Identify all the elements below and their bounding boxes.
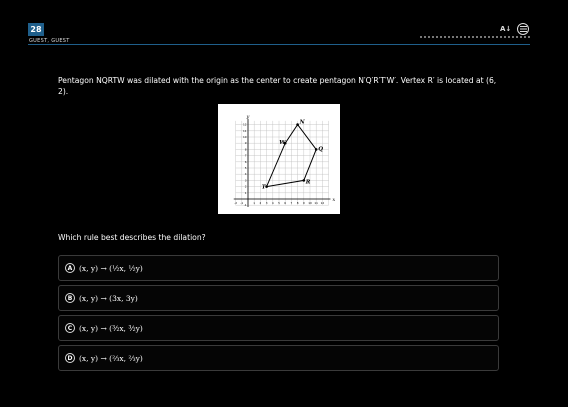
text-size-tool[interactable]: A↓ [500,25,512,33]
vertex-label: R [305,179,311,186]
y-tick-label: 5 [244,166,247,170]
option-a-bubble: A [65,263,75,273]
x-axis-label: x [332,197,336,203]
option-d[interactable] [58,345,499,371]
header-divider [28,44,530,45]
x-tick-label: -1 [240,201,244,205]
x-tick-label: 11 [314,201,318,205]
y-tick-label: 1 [244,190,247,195]
vertex-point [296,123,299,126]
question-number-badge: 28 [28,23,44,36]
x-tick-label: 3 [265,201,268,205]
option-c-text: (x, y) → (³⁄₂x, ³⁄₂y) [79,323,143,333]
option-d-text: (x, y) → (⅔x, ⅔y) [79,353,143,363]
x-tick-label: 4 [271,201,274,205]
x-tick-label: 8 [296,201,299,205]
y-tick-label: 10 [242,135,247,139]
menu-circle-icon[interactable] [517,23,529,35]
question-stem: Pentagon NQRTW was dilated with the origin as the center to create pentagon N′Q′R′T′W′. Vertex R′ is located at (6, 2). [58,76,497,96]
y-tick-label: 4 [244,172,247,177]
y-tick-label: 9 [244,141,247,146]
x-tick-label: 7 [290,201,293,205]
graph-svg [218,104,340,214]
option-b-text: (x, y) → (3x, 3y) [79,293,138,303]
y-tick-label: 11 [242,128,247,133]
x-tick-label: 9 [302,201,305,205]
vertex-label: Q [318,146,323,153]
progress-dots [420,36,530,38]
x-tick-label: 2 [259,201,262,205]
question-prompt: Which rule best describes the dilation? [58,233,206,242]
vertex-label: N [299,119,305,126]
option-c[interactable] [58,315,499,341]
x-tick-label: 12 [320,201,325,205]
y-axis-label: y [246,113,250,120]
y-tick-label: 7 [244,153,247,158]
option-b[interactable] [58,285,499,311]
hamburger-icon [520,26,527,32]
option-c-bubble: C [65,323,75,333]
vertex-label: T [261,184,266,191]
y-tick-label: 8 [244,147,247,152]
option-d-bubble: D [65,353,75,363]
x-tick-label: -2 [234,201,237,205]
vertex-point [303,179,306,182]
x-tick-label: 5 [278,201,280,205]
option-a-text: (x, y) → (½x, ½y) [79,263,143,273]
toolbar [500,23,529,35]
x-tick-label: 1 [253,201,256,205]
vertex-point [315,148,318,151]
vertex-label: W [279,140,286,147]
coordinate-graph [218,104,340,214]
x-tick-label: 6 [284,201,287,205]
user-label: GUEST, GUEST [29,38,70,44]
y-tick-label: -1 [243,203,247,208]
y-tick-label: 2 [244,184,247,189]
x-tick-label: 10 [308,201,312,205]
option-a[interactable] [58,255,499,281]
option-b-bubble: B [65,293,75,303]
y-tick-label: 12 [242,122,247,127]
y-tick-label: 3 [244,178,247,183]
y-tick-label: 6 [244,159,247,164]
